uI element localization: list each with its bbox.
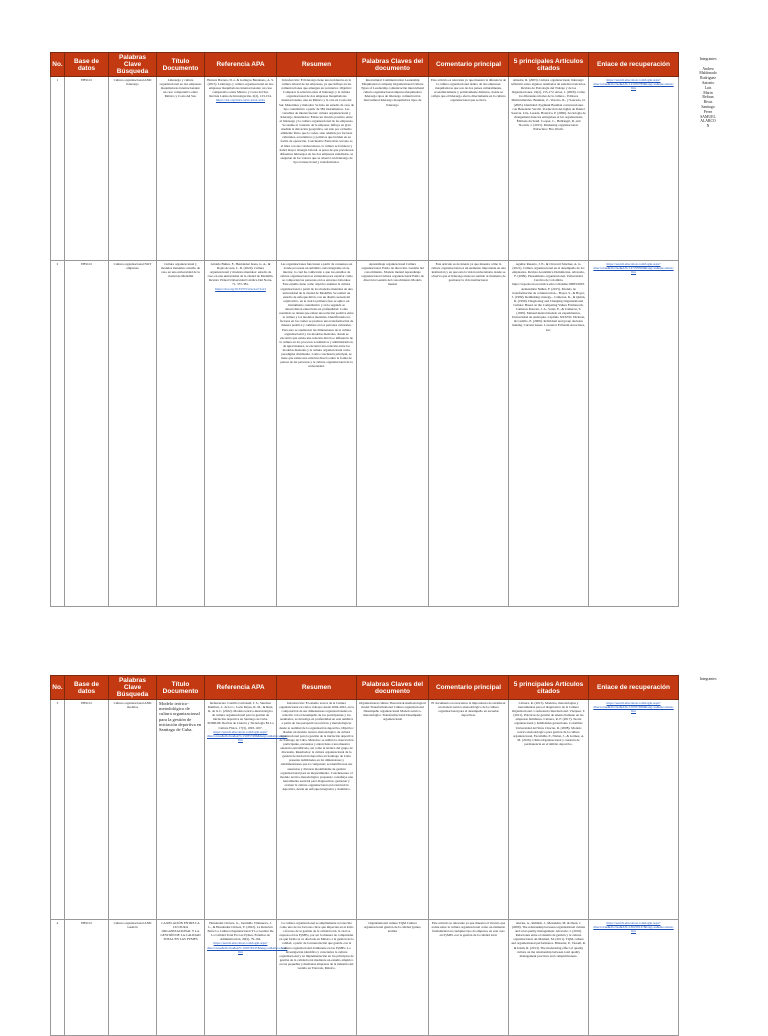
cell-summary: Las organizaciones funcionan a partir de consensos en donde procesan un subtítulo cada integrante en su interior, lo cual ha conllevado a que los estudios de cultura organizacional se extiendan para explicar cómo se comportan las personas en los entornos laborales. Este estudio tiene como objetivo analizar la cultura organizacional a partir de los modelos mentales de una universidad de la ciudad de Medellín. Se realizó un estudio de enfoque mixto con un diseño secuencial explicativo, en la cual la primera fase se aplicó un instrumento cuantitativo y en la segunda se desarrollaron entrevistas en profundidad. Como resultado se tienen que existe una relación positiva entre la cultura y los modelos mentales, identificando los factores en los cuales se produce una transformación de manera positiva y cambios en los patrones culturales. Para esto se analizaron las dimensiones de la cultura organizacional y los modelos mentales, donde se encontró que existe una relación directa e influencia de la cultura en los procesos académicos y administrativos, de igual manera, se encontró una relación entre los modelos mentales y la cultura organizacional como paradigma dominante. Como conclusión principal, se tiene que existe una relación directa entre la forma de pensar de las personas y la cultura organizacional de la universidad.: [277, 261, 357, 607]
cell-search-keywords: Cultura organizacional NOT empresas: [109, 261, 157, 607]
cell-title: Modelo teórico-metodológico de cultura organizacional para la gestión de iniciación deportiva en Santiago de Cuba.: [157, 700, 205, 920]
header-apa-reference: Referencia APA: [205, 53, 277, 77]
table-row: [51, 77, 679, 261]
cell-apa-reference: [205, 77, 277, 261]
header-document-keywords: Palabras Claves del documento: [357, 676, 429, 700]
cell-retrieval-link: [589, 920, 679, 1036]
cell-document-keywords: Intercultural Communication Leadership Maquiladora Company Organizational Culture Types of Leadership comunicación intercultural cultura organizacional empresa maquiladora liderazgo tipos de liderazgo comunicación intercultural liderazgo maquiladora tipos de liderazgo: [357, 77, 429, 261]
cell-title: Cultura organizacional y modelos mentales: estudio de caso en una universidad de la ciudad de Medellín: [157, 261, 205, 607]
cell-search-keywords: Cultura organizacional AND modelos: [109, 700, 157, 920]
header-retrieval-link: Enlace de recuperación: [589, 53, 679, 77]
cell-cited-articles: Cabrera, R. (2015). Modelos, metodologías y herramientas para el diagnóstico de la Cultura Organizacional. Conferencia Internacional. Vázquez, T. (2021). Prácticas de gestión de talento humano en las empresas familiares. Cabrera, R. F. (2017). Teoría organizacional y habilidades gerenciales. Colombia: Universidad del Sinú. Chacón, R. (2008). Modelo teórico metodológico para gestión de la cultura organizacional. Escamilla, P., Nisbet, J., & Gómez, A. M. (2016). Clima Organizacional y cuestión de permanencia en el ámbito deportivo.: [509, 700, 589, 920]
literature-matrix-table-2: [50, 675, 679, 1036]
cell-main-comment: El documento reconocemos la importancia de establecer un modelo teórico-metodológico de la cultura organizacional para el desempeño en escuelas deportivas.: [429, 700, 509, 920]
header-search-keywords: Palabras Clave Búsqueda: [109, 53, 157, 77]
cell-no: 2: [51, 261, 65, 607]
header-main-comment: Comentario principal: [429, 53, 509, 77]
header-database: Base de datos: [65, 676, 109, 700]
header-document-title: Título Documento: [157, 676, 205, 700]
cell-cited-articles: Amador, R. (2003). Cultura organizacional, liderazgo: reflexión sobre algunos resultados de estudios bancarios. Revista de Psicología del Trabajo y de las Organizaciones. 19(2), 155-172. Arias, J. (2000). Cómo los diferentes niveles de la cultura... Editores Multiculturales. Bauman, Z., Vescelo, R., y Saucedo, O. (2003). Identidad: Zygmunt Bauman conversaciones con Benedetto Vecchi. Traducción del inglés de Daniel Saravia. Cita. Lesada. Bourrica, P. (2006). Sociología de changement dans les entreprises et les organisations. Éditions du Seuil. Cooper, C., Hellriegel, D. and Slocum, J. (2015). Marketing organizacional. Estructura: Fire Worth.: [509, 77, 589, 261]
integrantes-note-page2: Integrantes: [699, 677, 717, 681]
cell-cited-articles: Aguilar Ruserio, J. E., & Chavarrí Sánchez, A. G. (2021). Cultura organizacional en el desempeño de los empleados. Revista Académica Dominicana. Alvarado, F. (2009). Pensamiento organizacional. Universidad Católica de Colombia. https://repositorio.ucatolica.edu.co/handle/10983/2605. Armendáriz Núñez, F. (2015). Modelo de transformación de comunicación... Boyer, S., & Boyer, J. (1999). Rethinking strategy... Cameron, K., & Quinn, R. (1999). Diagnosing and Changing Organizational Culture: Based on the Competing Values Framework. Cameron Rouven, J. A., Solas, E., & Cameron, S. (1995). Manual mental modelo en experimentos. Universidad de Antioquia. Capítulo XXXVII. Dickson, & Castillo, E. (2009). Individual and group decision making. Current issues. Lawrence Erlbaum Associates, Inc.: [509, 261, 589, 607]
header-database: Base de datos: [65, 53, 109, 77]
table-row: [51, 920, 679, 1036]
header-row: [51, 676, 679, 700]
header-row: [51, 53, 679, 77]
cell-title: Liderazgo y cultura organizacional en dos empresas maquiladoras internacionales: un caso comparativo entre México y Costa del Sur.: [157, 77, 205, 261]
cell-title: LA RELACIÓN ENTRE LA CULTURA ORGANIZACIONAL Y LA GESTIÓN DE LA CALIDAD TOTAL EN LAS PYMES: [157, 920, 205, 1036]
cell-no: 1: [51, 77, 65, 261]
cell-document-keywords: Organizational culture TQM Cultura organizacional gestión de la calidad pymes, textiles: [357, 920, 429, 1036]
header-document-title: Título Documento: [157, 53, 205, 77]
cell-retrieval-link: [589, 261, 679, 607]
apa-link[interactable]: https://search.ebscohost.com/login.aspx?direct=true&db=fua&AN=159357486&lang=es&site=ehost-live: [207, 729, 288, 742]
literature-matrix-page-1: [50, 52, 678, 594]
cell-apa-reference: [205, 261, 277, 607]
cell-database: EBSCO: [65, 920, 109, 1036]
header-no: No.: [51, 676, 65, 700]
cell-main-comment: Este artículo es relevante ya que muestra el vínculo que existe entre la cultura organizacional como un elemento fundamental en cualquier tipo de empresa, en este caso en PyMEs con la gestión de la calidad total.: [429, 920, 509, 1036]
table-row: [51, 700, 679, 920]
literature-matrix-page-2: [50, 675, 678, 1024]
cell-retrieval-link: [589, 77, 679, 261]
integrantes-note: Integrantes Andrea Maldonado Rodriguez Antonio Luis Marin Beltran Rivas Santiago Perez SAMUEL ALARCO N: [699, 57, 717, 129]
cell-apa-reference: [205, 920, 288, 1036]
retrieval-link[interactable]: https://search.ebscohost.com/login.aspx?direct=true&db=fua&AN=160258147&lang=es&site=ehost-live: [593, 921, 674, 934]
cell-summary: Introducción: El estudio acerca de la Cultura organizacional en varios trabajos desde 2004-2022, en la composición de sus dimensiones organizacionales en relación con el desempeño de los participantes y los resultados, se investiga en profundidad en esta temática a partir de tres perspectivas teóricas y metodológicas desde la realidad de la organización deportiva. Objetivo: diseñar un modelo teórico-metodológico de cultura organizacional para la gestión de la iniciación deportiva de Santiago de Cuba. Métodos: se utilizó la observación participante, encuestas y entrevistas a una muestra aleatoria estratificada, así como la técnica del grupo de discusión. Resultados: la cultura organizacional de la gestión de iniciación deportiva en Santiago de Cuba presenta debilidades en las dimensiones y subdimensiones que la componen; se identificaron sus ausencias y diversas modalidades de gestión organizacional para su mejoramiento. Conclusiones: el modelo teórico-metodológico propuesto constituye una herramienta esencial para diagnosticar, gestionar y evaluar la cultura organizacional en la iniciación deportiva, desde un enfoque integrador y sistémico.: [277, 700, 357, 920]
apa-link[interactable]: https://doi.org/xxxx-xxxx-xxxx-xxxx: [215, 98, 266, 103]
header-search-keywords: Palabras Clave Búsqueda: [109, 676, 157, 700]
cell-database: EBSCO: [65, 261, 109, 607]
apa-link[interactable]: https://doi.org/10.35575/rvucn.n71a13: [215, 286, 266, 291]
apa-text: Herrera Barrera, D. e. & Gallegos Bendeano, A. S. (2015). Liderazgo y cultura organizacional en dos empresas maquiladoras internacionales: un caso comparativo entre México y Costa del Sur. Revista Latina de Investigación, 2(2), 123-154.: [207, 78, 274, 99]
cell-no: 3: [51, 700, 65, 920]
retrieval-link[interactable]: https://search.ebscohost.com/login.aspx?direct=true&db=fua&AN=159357486&lang=es&site=ehost-live: [593, 701, 674, 714]
header-retrieval-link: Enlace de recuperación: [589, 676, 679, 700]
cell-main-comment: Este artículo es relevante ya que muestra la diferencia de la cultura organizacional dentro de dos empresas maquiladoras que son de dos países culturalmente, económicamente y políticamente distintos, donde se refleja que el liderazgo afecta directamente en la cultura organizacional que se lleva.: [429, 77, 509, 261]
header-summary: Resumen: [277, 676, 357, 700]
header-apa-reference: Referencia APA: [205, 676, 277, 700]
cell-summary: Introducción: El liderazgo tiene una incidencia en la cultura laboral de las empresas, ya que influye en las comunicaciones que emergen en su interior. Objetivo: Comparar la relación entre el liderazgo y la cultura organizacional de dos empresas maquiladoras internacionales, una en México y la otra en Costa del Sur. Materiales y métodos: Se hizo un estudio de caso de tipo cuantitativo a partir de 382 instrumentos. Las variables de interés fueron: cultura organizacional y liderazgo. Resultados: Existe un vínculo positivo entre el liderazgo y la cultura organizacional de las empresas. Se asume el contexto de la empresa, influye en gran medida la ubicación geográfica, así sólo por el medio ambiente físico que lo rodea, sino además por factores culturales, económicos y políticos que inciden en su forma de operación. Conclusión: Entre más cercano es el líder con sus colaboradores, la cultura se fortalece y habrá mayor sinergia laboral. A pesar de que prevalecen diferentes liderazgos en las dos empresas estudiadas, se aseguran de los valores que se observó un liderazgo de tipo transaccional y transformador.: [277, 77, 357, 261]
header-cited-articles: 5 principales Artículos citados: [509, 53, 589, 77]
cell-no: 4: [51, 920, 65, 1036]
cell-main-comment: Este artículo es de interés ya que muestra cómo la cultura organizacional es un elemento importante en una institución y en qué esta la visión universitaria donde se observa que el liderazgo tiene un sentido al momento de gestionar la vida institucional.: [429, 261, 509, 607]
header-summary: Resumen: [277, 53, 357, 77]
header-cited-articles: 5 principales Artículos citados: [509, 676, 589, 700]
apa-text: Giraldo Builes, F., Hernández Isaza, G. A., & Rojas Acosta, L. D. (2020). Cultura organizacional y modelos mentales: estudio de caso en una universidad de la ciudad de Medellín. Revista Virtual Universidad Católica Del Norte, 71, 357-381.: [207, 262, 274, 287]
cell-retrieval-link: [589, 700, 679, 920]
cell-document-keywords: Organizational culture Theoretical-methodological model Transformational Cultura organizacional Desempeño organizacional Modelo teórico-metodológico Transformacional Desempeño organizacional: [357, 700, 429, 920]
cell-search-keywords: Cultura organizacional AND Gestión: [109, 920, 157, 1036]
header-no: No.: [51, 53, 65, 77]
cell-cited-articles: Aiecke, A., Rahmdt, J., Mesadetla, M. & Dean, J. (2009). The relationship between organizational culture and total quality management. Alvarado, I. (2016). Relaciones entre el sistema de gestión y la cultura organizacional. Al-Mashari, M. (2011). TQM, culture and organizational performance. Brissette, P., Vassell, R. & Islam, R. (2013). The moderating effect of quality culture on the relationship between total quality management practices and competitiveness.: [509, 920, 589, 1036]
cell-apa-reference: [205, 700, 288, 920]
cell-summary: La cultura organizacional es ampliamente reconocida como uno de los factores clave que impactan en el éxito o fracaso de la gestión de la calidad total, la cual se expresa en las PyMEs, por ser la manera de comprender en qué forma se ve afectada en México a la gestión de la calidad, a partir de la interrelación que guarda con la cultura organizacional dominante en las PyMEs. La investigación identifica y caracteriza la cultura organizacional y su implementación en los principios de gestión de la calidad total mediante un estudio empírico en las pequeñas y medianas empresas de la industria del vestido en Tlaxcala, México.: [277, 920, 357, 1036]
retrieval-link[interactable]: https://search.ebscohost.com/login.aspx?direct=true&db=fua&AN=147258369&lang=es&site=ehost-live: [593, 262, 674, 275]
retrieval-link[interactable]: https://search.ebscohost.com/login.aspx?direct=true&db=fua&AN=123456789&lang=es&site=ehost-live: [593, 78, 674, 91]
apa-text: Hernández Chávez, G., Jaramillo Villanueva, J. L., & Hernández Chávez, Y. (2022). La Relación Entre La Cultura Organizacional Y La Gestión De La Calidad Total En Las Pymes. Estudios de Administración, 29(2), 79-104.: [207, 921, 274, 942]
header-main-comment: Comentario principal: [429, 676, 509, 700]
table-row: [51, 261, 679, 607]
apa-text: Referencias: Castillo Carbonell, I. S., Sánchez Ramírez, L. de la C., León Reyes, R. M., & Ruiz, R. de la C. (2022). Modelo teórico-metodológico de cultura organizacional para la gestión de iniciación deportiva en Santiago de Cuba. PODIUM: Revista de Ciencia y Tecnología En La Cultura Física, 17(3), 1093-1107.: [207, 701, 274, 730]
header-document-keywords: Palabras Claves del documento: [357, 53, 429, 77]
apa-link[interactable]: https://search.ebscohost.com/login.aspx?direct=true&db=fua&AN=160258147&lang=es&site=ehost-live: [207, 941, 288, 954]
cell-database: EBSCO: [65, 77, 109, 261]
literature-matrix-table: [50, 52, 679, 607]
cell-search-keywords: Cultura organizacional AND liderazgo: [109, 77, 157, 261]
cell-document-keywords: Aprendizaje organizacional Cultura organizacional. Estilo de dirección. Gestión del conocimiento. Modelo mental Aprendizaje organizacional Cultura organizacional Estilo de dirección Gestión del conocimiento Modelo mental: [357, 261, 429, 607]
cell-database: EBSCO: [65, 700, 109, 920]
